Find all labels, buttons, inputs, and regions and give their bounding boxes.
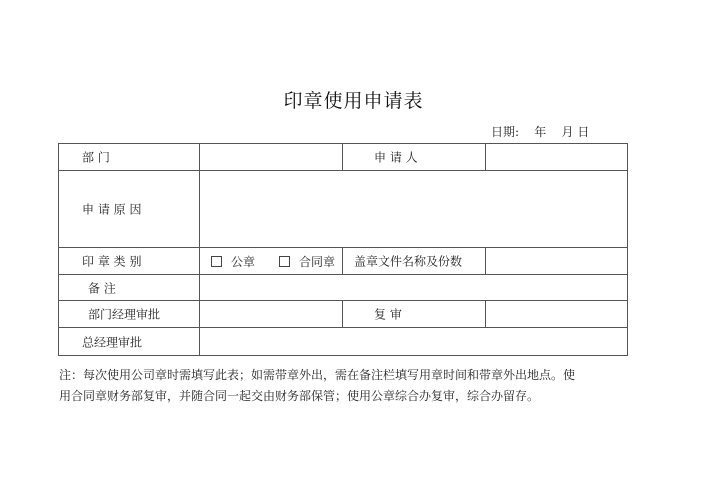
applicant-input-cell[interactable] [486, 144, 628, 171]
remarks-label-cell [59, 275, 200, 301]
official-seal-option-label: 公章 [231, 254, 256, 269]
gm-label-cell [59, 328, 200, 356]
table-row [59, 275, 628, 301]
gm-input-cell[interactable] [200, 328, 628, 356]
applicant-label: 申 请 人 [374, 150, 418, 165]
reason-label-cell [59, 171, 200, 248]
gm-label: 总经理审批 [82, 335, 143, 349]
reason-label: 申 请 原 因 [82, 202, 142, 217]
stamp-doc-label-cell [343, 248, 486, 275]
contract-seal-option-label: 合同章 [299, 254, 336, 269]
review-input-cell[interactable] [486, 301, 628, 328]
footnote-line-2: 用合同章财务部复审，并随合同一起交由财务部保管；使用公章综合办复审，综合办留存。 [59, 389, 540, 403]
official-seal-checkbox[interactable] [211, 256, 222, 267]
remarks-label: 备 注 [88, 281, 116, 295]
table-row [59, 144, 628, 171]
date-field: 日期: 年 月 日 [491, 125, 590, 139]
stamp-doc-input-cell[interactable] [486, 248, 628, 275]
seal-type-options [200, 248, 343, 275]
reason-input-cell[interactable] [200, 171, 628, 248]
dept-manager-label: 部门经理审批 [88, 307, 161, 322]
stamp-doc-label: 盖章文件名称及份数 [354, 254, 463, 269]
table-row [59, 248, 628, 275]
dept-manager-input-cell[interactable] [200, 301, 343, 328]
table-row [59, 328, 628, 356]
review-label: 复 审 [374, 307, 402, 322]
seal-type-label-cell [59, 248, 200, 275]
applicant-label-cell [343, 144, 486, 171]
form-title: 印章使用申请表 [283, 90, 424, 112]
seal-type-label: 印 章 类 别 [82, 254, 142, 269]
dept-manager-label-cell [59, 301, 200, 328]
department-label: 部 门 [82, 150, 110, 165]
table-row [59, 301, 628, 328]
review-label-cell [343, 301, 486, 328]
remarks-input-cell[interactable] [200, 275, 628, 301]
table-row [59, 171, 628, 248]
department-input-cell[interactable] [200, 144, 343, 171]
seal-application-form [58, 143, 628, 356]
department-label-cell [59, 144, 200, 171]
contract-seal-checkbox[interactable] [279, 256, 290, 267]
footnote-line-1: 注：每次使用公司章时需填写此表；如需带章外出，需在备注栏填写用章时间和带章外出地点。使 [59, 368, 576, 382]
footnote [59, 365, 619, 407]
